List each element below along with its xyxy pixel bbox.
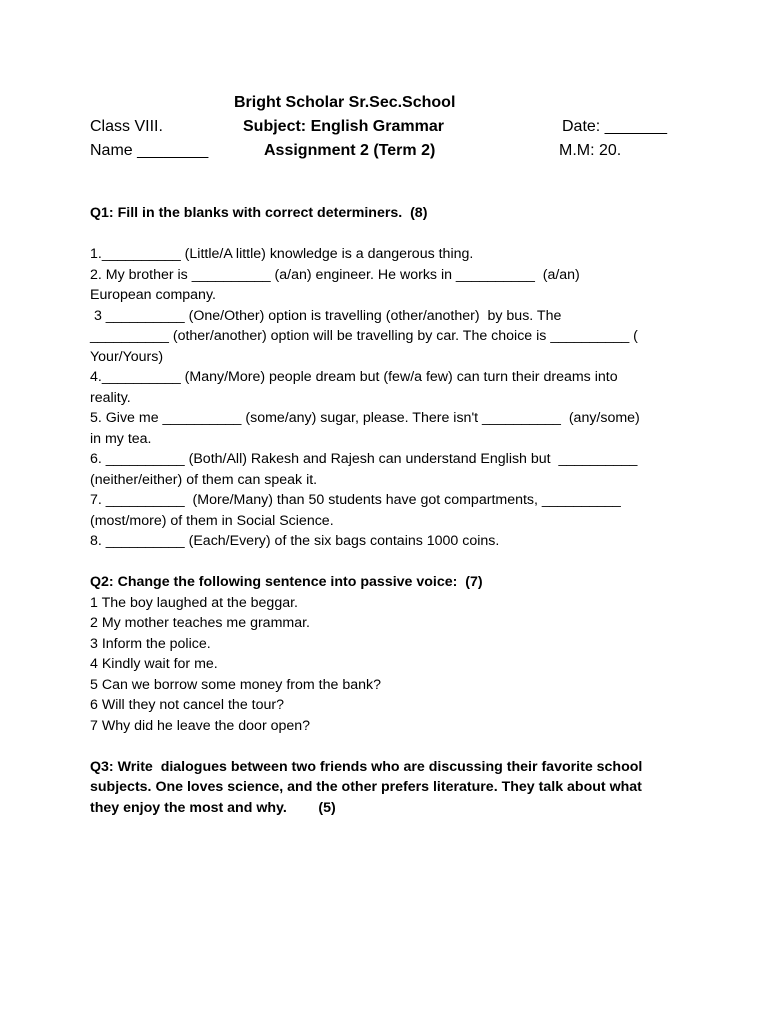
q2-line: 4 Kindly wait for me.	[90, 656, 218, 672]
school-name: Bright Scholar Sr.Sec.School	[234, 94, 456, 111]
q1-line: Your/Yours)	[90, 348, 164, 365]
q1-line: 4.__________ (Many/More) people dream but (few/a few) can turn their dreams into	[90, 369, 618, 385]
q2-line: 5 Can we borrow some money from the bank?	[90, 676, 381, 693]
class-label: Class VIII.	[90, 118, 163, 135]
date-field: Date: _______	[562, 118, 667, 135]
assignment-title: Assignment 2 (Term 2)	[264, 142, 436, 159]
name-field: Name ________	[90, 142, 209, 159]
q3-heading: Q3: Write dialogues between two friends who are discussing their favorite school	[90, 758, 643, 775]
q2-line: 7 Why did he leave the door open?	[90, 717, 311, 734]
q2-line: 3 Inform the police.	[90, 635, 211, 652]
q1-heading: Q1: Fill in the blanks with correct determiners. (8)	[90, 205, 428, 221]
q3-heading: they enjoy the most and why. (5)	[90, 799, 336, 816]
q1-line: reality.	[90, 389, 131, 406]
q1-line: 7. __________ (More/Many) than 50 students have got compartments, __________	[90, 492, 621, 508]
q1-line: (neither/either) of them can speak it.	[90, 471, 318, 488]
q1-line: in my tea.	[90, 430, 152, 447]
questions-body	[90, 203, 690, 818]
q2-line: 1 The boy laughed at the beggar.	[90, 594, 298, 611]
q1-line: European company.	[90, 287, 216, 303]
q1-line: __________ (other/another) option will be travelling by car. The choice is __________ (	[90, 328, 638, 344]
q1-line: 3 __________ (One/Other) option is travelling (other/another) by bus. The	[90, 307, 562, 324]
q2-line: 6 Will they not cancel the tour?	[90, 697, 284, 713]
q2-line: 2 My mother teaches me grammar.	[90, 615, 310, 631]
subject-label: Subject: English Grammar	[243, 118, 444, 135]
q2-heading: Q2: Change the following sentence into passive voice: (7)	[90, 574, 483, 590]
q1-line: 6. __________ (Both/All) Rakesh and Rajesh can understand English but __________	[90, 451, 638, 467]
q1-line: 2. My brother is __________ (a/an) engineer. He works in __________ (a/an)	[90, 266, 580, 283]
q1-line: (most/more) of them in Social Science.	[90, 512, 334, 529]
q3-heading: subjects. One loves science, and the other prefers literature. They talk about what	[90, 779, 642, 795]
q1-line: 1.__________ (Little/A little) knowledge is a dangerous thing.	[90, 246, 474, 262]
q1-line: 5. Give me __________ (some/any) sugar, please. There isn't __________ (any/some)	[90, 410, 640, 426]
max-marks: M.M: 20.	[559, 142, 622, 159]
q1-line: 8. __________ (Each/Every) of the six bags contains 1000 coins.	[90, 533, 500, 549]
